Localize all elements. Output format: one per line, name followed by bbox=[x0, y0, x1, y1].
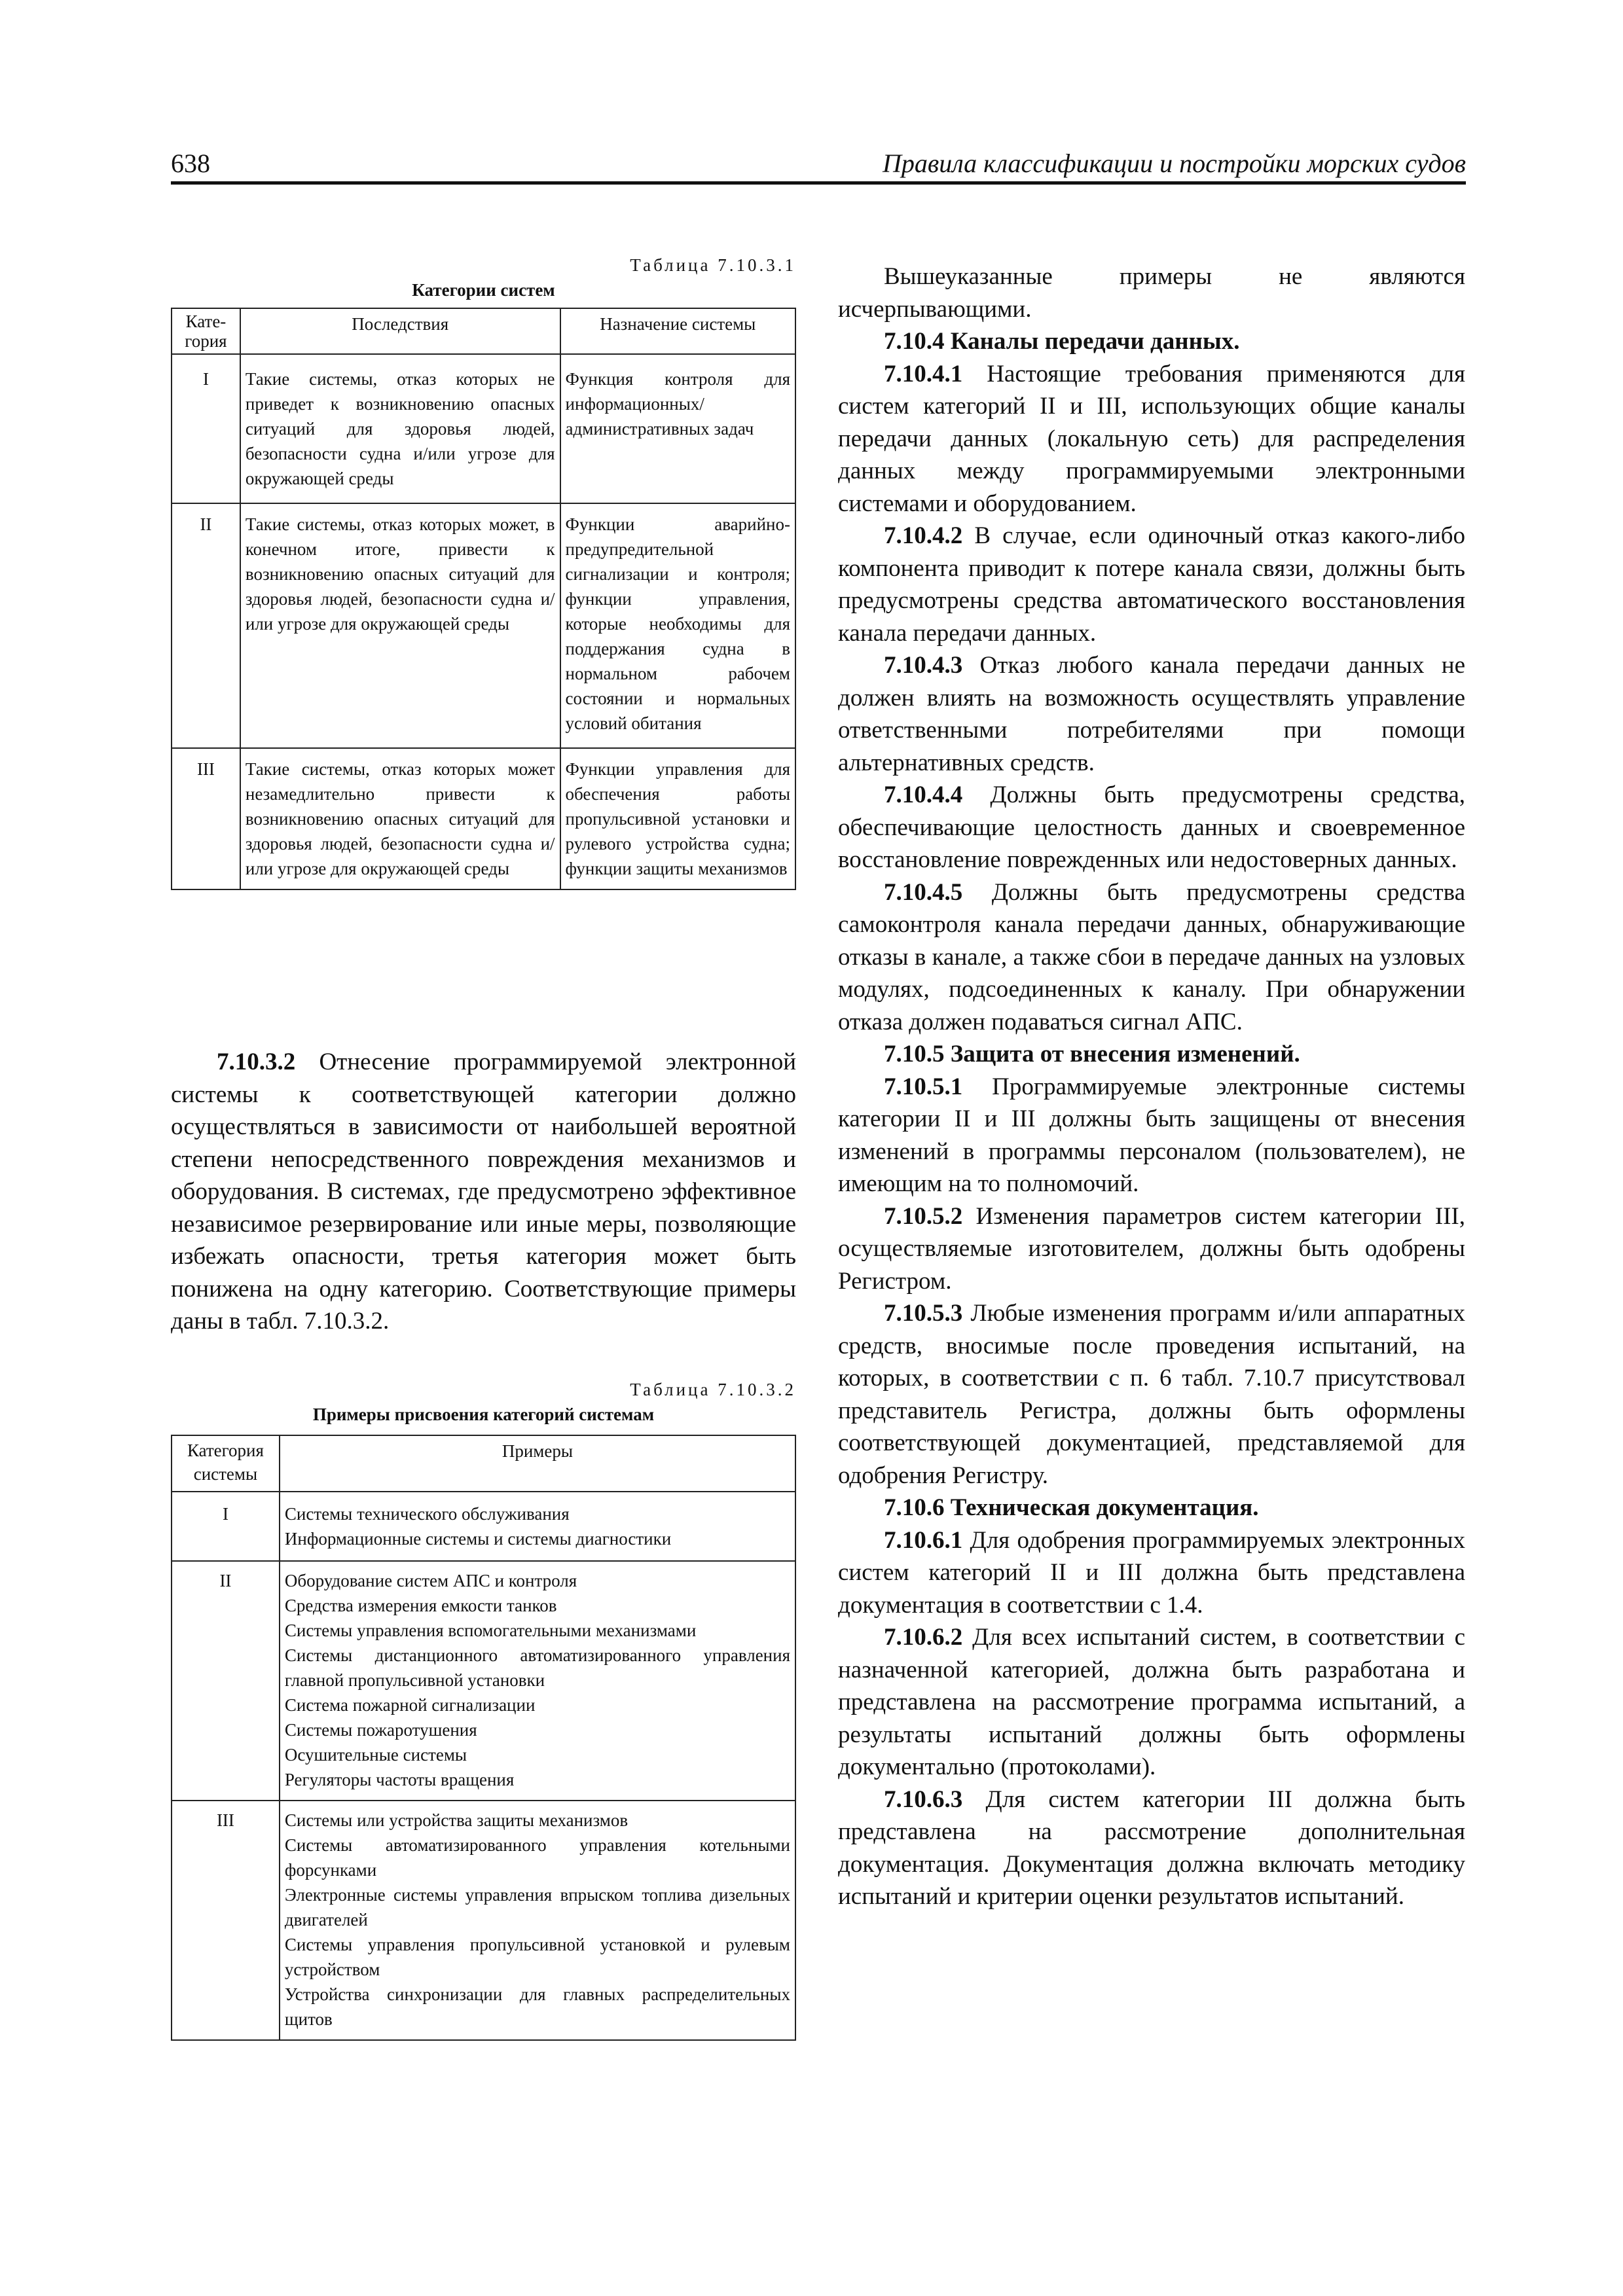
example-item: Системы технического обслуживания bbox=[284, 1504, 570, 1524]
table-row bbox=[172, 1801, 795, 2040]
paragraph-number: 7.10.5.1 bbox=[884, 1073, 963, 1100]
paragraph-text: Отнесение программируемой электронной системы к соответствующей категории должно осуществляться в зависимости от наибольшей вероятной степени непосредственного повреждения механизмов и оборудования. В системах, где предусмотрено эффективное независимое резервирование или иные меры, позволяющие избежать опасности, третья категория может быть понижена на одну категорию. Соответствующие примеры даны в табл. 7.10.3.2. bbox=[171, 1049, 796, 1335]
page-header bbox=[171, 145, 1466, 185]
paragraph-7-10-4-1 bbox=[838, 358, 1465, 520]
paragraph-text: Должны быть предусмотрены средства, обеспечивающие целостность данных и своевременное восстановление поврежденных или недостоверных данных. bbox=[838, 781, 1465, 873]
example-item: Электронные системы управления впрыском топлива дизельных двигателей bbox=[284, 1885, 790, 1929]
table2-caption: Таблица 7.10.3.2 bbox=[630, 1380, 796, 1399]
table2-cell-examples bbox=[280, 1561, 795, 1801]
paragraph-text: Для одобрения программируемых электронных систем категорий II и III должна быть представлена документация в соответствии с 1.4. bbox=[838, 1526, 1465, 1619]
paragraph-number: 7.10.4.2 bbox=[884, 522, 963, 549]
table1-caption: Таблица 7.10.3.1 bbox=[630, 255, 796, 275]
table1-header-consequences: Последствия bbox=[240, 308, 560, 354]
example-item: Системы или устройства защиты механизмов bbox=[284, 1810, 629, 1830]
table2-cell-category: II bbox=[172, 1561, 280, 1801]
paragraph-7-10-4-4 bbox=[838, 779, 1465, 876]
table2-header-row bbox=[172, 1435, 795, 1492]
table1-cell-purpose: Функции управления для обеспечения работы пропульсивной установки и рулевого устройства судна; функции защиты механизмов bbox=[560, 748, 795, 889]
table1-cell-category: III bbox=[172, 748, 240, 889]
table-row bbox=[172, 748, 795, 889]
paragraph-text: Настоящие требования применяются для систем категорий II и III, использующих общие каналы передачи данных (локальную сеть) для распределения данных между программируемыми электронными системами и оборудованием. bbox=[838, 360, 1465, 517]
paragraph-number: 7.10.6.3 bbox=[884, 1785, 963, 1813]
table1-cell-category: II bbox=[172, 503, 240, 748]
paragraph-7-10-5-3 bbox=[838, 1297, 1465, 1492]
page-number: 638 bbox=[171, 149, 210, 178]
paragraph-7-10-4-5 bbox=[838, 876, 1465, 1039]
example-item: Оборудование систем АПС и контроля bbox=[284, 1571, 577, 1590]
paragraph-number: 7.10.3.2 bbox=[217, 1049, 296, 1075]
table2-header-examples: Примеры bbox=[280, 1435, 795, 1492]
paragraph-text: Должны быть предусмотрены средства самоконтроля канала передачи данных, обнаруживающие отказы в канале, а также сбои в передаче данных на узловых модулях, подсоединенных к каналу. При обнаружении отказа должен подаваться сигнал АПС. bbox=[838, 878, 1465, 1035]
header-rule bbox=[171, 181, 1466, 185]
section-heading-7-10-6 bbox=[838, 1492, 1465, 1524]
intro-paragraph: Вышеуказанные примеры не являются исчерпывающими. bbox=[838, 263, 1465, 323]
example-item: Регуляторы частоты вращения bbox=[284, 1770, 515, 1789]
paragraph-number: 7.10.5.3 bbox=[884, 1300, 963, 1327]
heading-text: 7.10.6 Техническая документация. bbox=[884, 1494, 1259, 1521]
example-item: Система пожарной сигнализации bbox=[284, 1695, 536, 1715]
table2-cell-category: I bbox=[172, 1492, 280, 1561]
paragraph-text: Программируемые электронные системы категории II и III должны быть защищены от внесения изменений в программы персоналом (пользователем), не имеющим на то полномочий. bbox=[838, 1073, 1465, 1197]
example-item: Системы дистанционного автоматизированного управления главной пропульсивной установки bbox=[284, 1645, 790, 1690]
example-item: Системы управления вспомогательными механизмами bbox=[284, 1621, 697, 1640]
paragraph-7-10-5-2 bbox=[838, 1200, 1465, 1298]
paragraph-number: 7.10.4.3 bbox=[884, 652, 963, 679]
table2 bbox=[171, 1435, 796, 2041]
paragraph-number: 7.10.4.1 bbox=[884, 360, 963, 387]
paragraph-text: Изменения параметров систем категории III, осуществляемые изготовителем, должны быть одобрены Регистром. bbox=[838, 1202, 1465, 1295]
example-item: Осушительные системы bbox=[284, 1745, 467, 1765]
table2-title: Примеры присвоения категорий системам bbox=[312, 1405, 655, 1424]
paragraph-number: 7.10.4.5 bbox=[884, 878, 963, 906]
table1-title: Категории систем bbox=[412, 280, 555, 300]
example-item: Системы автоматизированного управления котельными форсунками bbox=[284, 1835, 790, 1880]
table-row bbox=[172, 354, 795, 503]
table1-cell-purpose: Функции аварийно-предупредительной сигнализации и контроля; функции управления, которые необходимы для поддержания судна в нормальном рабочем состоянии и нормальных условий обитания bbox=[560, 503, 795, 748]
paragraph-text: В случае, если одиночный отказ какого-либо компонента приводит к потере канала связи, должны быть предусмотрены средства автоматического восстановления канала передачи данных. bbox=[838, 522, 1465, 647]
paragraph-7-10-4-2 bbox=[838, 520, 1465, 649]
table2-cell-examples bbox=[280, 1492, 795, 1561]
right-column bbox=[838, 260, 1465, 1913]
example-item: Информационные системы и системы диагностики bbox=[284, 1529, 672, 1549]
table-row bbox=[172, 503, 795, 748]
table1-header-row bbox=[172, 308, 795, 354]
table1 bbox=[171, 308, 796, 890]
table1-cell-consequences: Такие системы, отказ которых может, в конечном итоге, привести к возникновению опасных ситуаций для здоровья людей, безопасности судна и/ или угрозе для окружающей среды bbox=[240, 503, 560, 748]
section-heading-7-10-5 bbox=[838, 1038, 1465, 1071]
example-item: Системы пожаротушения bbox=[284, 1720, 477, 1740]
example-item: Устройства синхронизации для главных распределительных щитов bbox=[284, 1984, 790, 2029]
table1-cell-category: I bbox=[172, 354, 240, 503]
table1-cell-consequences: Такие системы, отказ которых не приведет к возникновению опасных ситуаций для здоровья людей, безопасности судна и/или угрозе для окружающей среды bbox=[240, 354, 560, 503]
section-heading-7-10-4 bbox=[838, 325, 1465, 358]
table-row bbox=[172, 1492, 795, 1561]
table2-cell-examples bbox=[280, 1801, 795, 2040]
paragraph-number: 7.10.5.2 bbox=[884, 1202, 963, 1230]
example-item: Средства измерения емкости танков bbox=[284, 1596, 557, 1615]
heading-text: 7.10.5 Защита от внесения изменений. bbox=[884, 1041, 1300, 1067]
table-row bbox=[172, 1561, 795, 1801]
heading-text: 7.10.4 Каналы передачи данных. bbox=[884, 328, 1240, 355]
paragraph-number: 7.10.4.4 bbox=[884, 781, 963, 808]
paragraph-text: Любые изменения программ и/или аппаратных средств, вносимые после проведения испытаний, на которых, в соответствии с п. 6 табл. 7.10.7 присутствовал представитель Регистра, должны быть оформлены соответствующей документацией, представляемой для одобрения Регистру. bbox=[838, 1300, 1465, 1489]
paragraph-number: 7.10.6.2 bbox=[884, 1624, 963, 1651]
paragraph-number: 7.10.6.1 bbox=[884, 1526, 963, 1554]
paragraph-7-10-4-3 bbox=[838, 649, 1465, 779]
table1-cell-consequences: Такие системы, отказ которых может незамедлительно привести к возникновению опасных ситуаций для здоровья людей, безопасности судна и/ или угрозе для окружающей среды bbox=[240, 748, 560, 889]
example-item: Системы управления пропульсивной установкой и рулевым устройством bbox=[284, 1935, 790, 1979]
paragraph-7-10-6-1 bbox=[838, 1524, 1465, 1622]
paragraph-7-10-6-2 bbox=[838, 1621, 1465, 1784]
paragraph-7-10-5-1 bbox=[838, 1071, 1465, 1200]
paragraph-text: Для всех испытаний систем, в соответствии с назначенной категорией, должна быть разработана и представлена на рассмотрение программа испытаний, а результаты испытаний должны быть оформлены документально (протоколами). bbox=[838, 1624, 1465, 1780]
table1-header-purpose: Назначение системы bbox=[560, 308, 795, 354]
running-title: Правила классификации и постройки морских судов bbox=[882, 149, 1466, 178]
table1-cell-purpose: Функция контроля для информационных/ административных задач bbox=[560, 354, 795, 503]
table2-cell-category: III bbox=[172, 1801, 280, 2040]
paragraph-text: Отказ любого канала передачи данных не должен влиять на возможность осуществлять управление ответственными потребителями при помощи альтернативных средств. bbox=[838, 652, 1465, 776]
table1-header-category: Кате- гория bbox=[172, 308, 240, 354]
paragraph-7-10-6-3 bbox=[838, 1784, 1465, 1913]
paragraph-text: Для систем категории III должна быть представлена на рассмотрение дополнительная документация. Документация должна включать методику испытаний и критерии оценки результатов испытаний. bbox=[838, 1785, 1465, 1910]
table2-header-category: Категория системы bbox=[172, 1435, 280, 1492]
paragraph-7-10-3-2 bbox=[171, 1046, 796, 1338]
